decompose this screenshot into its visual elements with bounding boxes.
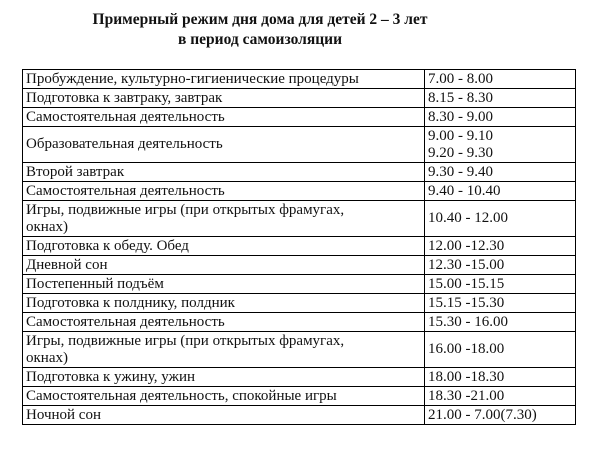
activity-cell: Самостоятельная деятельность (23, 313, 425, 332)
table-row (23, 256, 576, 275)
table-row (23, 387, 576, 406)
activity-line: Игры, подвижные игры (при открытых фрамугах, (26, 202, 345, 218)
activity-cell: Подготовка к завтраку, завтрак (23, 89, 425, 108)
activity-cell: Подготовка к обеду. Обед (23, 237, 425, 256)
activity-cell: Подготовка к полднику, полдник (23, 294, 425, 313)
table-row (23, 275, 576, 294)
table-row (23, 89, 576, 108)
time-cell: 10.40 - 12.00 (425, 201, 576, 237)
activity-cell: Пробуждение, культурно-гигиенические процедуры (23, 70, 425, 89)
table-row (23, 313, 576, 332)
activity-line: Игры, подвижные игры (при открытых фрамугах, (26, 333, 345, 349)
table-row (23, 182, 576, 201)
activity-cell: Самостоятельная деятельность (23, 108, 425, 127)
time-cell: 7.00 - 8.00 (425, 70, 576, 89)
activity-cell: Ночной сон (23, 406, 425, 425)
time-cell: 8.15 - 8.30 (425, 89, 576, 108)
activity-cell: Подготовка к ужину, ужин (23, 368, 425, 387)
time-cell: 8.30 - 9.00 (425, 108, 576, 127)
time-cell: 9.30 - 9.40 (425, 163, 576, 182)
table-row (23, 237, 576, 256)
time-cell (425, 127, 576, 163)
table-row (23, 70, 576, 89)
table-row (23, 294, 576, 313)
table-row (23, 163, 576, 182)
table-row (23, 127, 576, 163)
title-line-1: Примерный режим дня дома для детей 2 – 3 лет (92, 11, 428, 28)
activity-line: окнах) (26, 218, 68, 235)
time-line: 9.00 - 9.10 (428, 128, 493, 144)
time-cell: 16.00 -18.00 (425, 332, 576, 368)
time-cell: 12.30 -15.00 (425, 256, 576, 275)
table-row (23, 201, 576, 237)
time-cell: 15.30 - 16.00 (425, 313, 576, 332)
time-cell: 21.00 - 7.00(7.30) (425, 406, 576, 425)
activity-line: окнах) (26, 349, 68, 366)
time-cell: 18.30 -21.00 (425, 387, 576, 406)
document-title (0, 10, 520, 50)
time-cell: 9.40 - 10.40 (425, 182, 576, 201)
activity-cell: Постепенный подъём (23, 275, 425, 294)
activity-cell: Самостоятельная деятельность, спокойные игры (23, 387, 425, 406)
table-row (23, 108, 576, 127)
time-cell: 15.00 -15.15 (425, 275, 576, 294)
table-row (23, 406, 576, 425)
time-cell: 15.15 -15.30 (425, 294, 576, 313)
time-line: 9.20 - 9.30 (428, 144, 493, 161)
table-row (23, 368, 576, 387)
table-row (23, 332, 576, 368)
activity-cell: Дневной сон (23, 256, 425, 275)
activity-cell: Второй завтрак (23, 163, 425, 182)
time-cell: 12.00 -12.30 (425, 237, 576, 256)
activity-cell (23, 201, 425, 237)
activity-cell: Самостоятельная деятельность (23, 182, 425, 201)
title-line-2: в период самоизоляции (177, 31, 343, 48)
schedule-table (22, 69, 576, 425)
time-cell: 18.00 -18.30 (425, 368, 576, 387)
activity-cell (23, 332, 425, 368)
activity-cell: Образовательная деятельность (23, 127, 425, 163)
